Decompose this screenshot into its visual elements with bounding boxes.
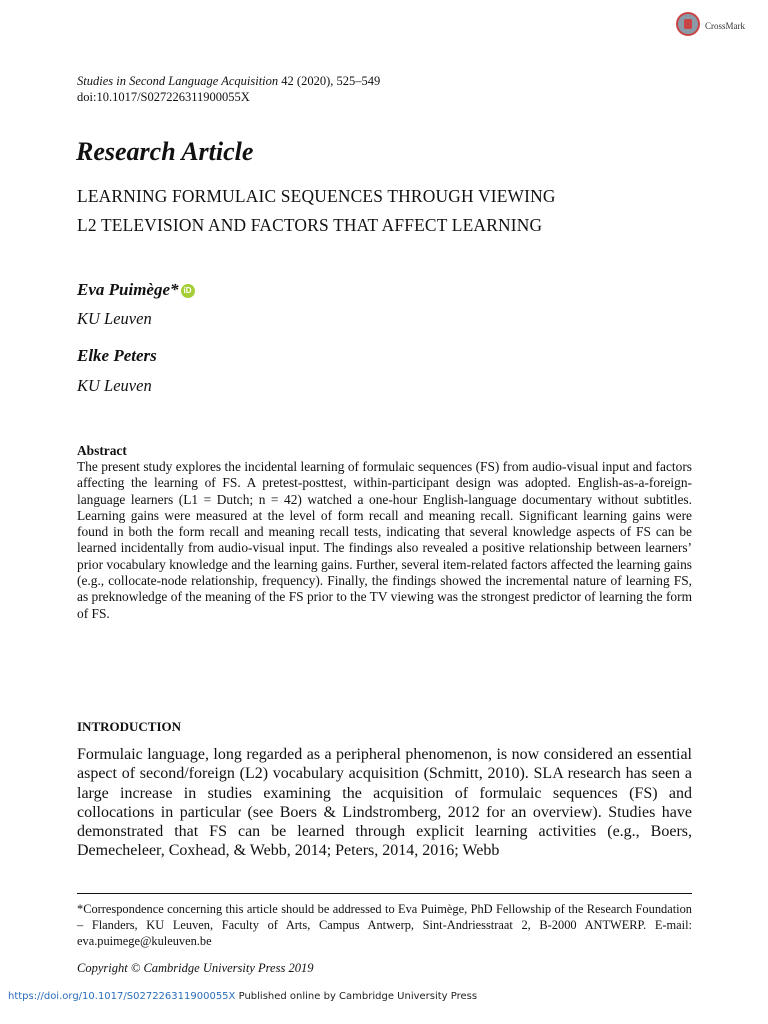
author-name: Eva Puimège* [77,280,179,299]
orcid-icon[interactable]: iD [181,284,195,298]
copyright-notice: Copyright © Cambridge University Press 2019 [77,961,314,975]
article-title [77,182,556,240]
publication-footer [8,991,477,1002]
abstract-heading: Abstract [77,443,127,458]
crossmark-label: CrossMark [705,21,745,31]
title-line-1: LEARNING FORMULAIC SEQUENCES THROUGH VIEWING [77,186,556,206]
author-2: Elke Peters [77,346,157,365]
footnote-divider [77,893,692,894]
author-1 [77,280,195,300]
correspondence-footnote: *Correspondence concerning this article should be addressed to Eva Puimège, PhD Fellowship of the Research Foundation – Flanders, KU Leuven, Faculty of Arts, Campus Antwerp, Sint-Andriesstraat 2, B-2000 ANTWERP. E-mail: eva.puimege@kuleuven.be [77,902,692,948]
abstract-text: The present study explores the incidental learning of formulaic sequences (FS) from audio-visual input and factors affecting the learning of FS. A pretest-posttest, within-participant design was adopted. English-as-a-foreign-language learners (L1 = Dutch; n = 42) watched a one-hour English-language documentary without subtitles. Learning gains were measured at the level of form recall and meaning recall. Significant learning gains were found in both the form recall and meaning recall tests, indicating that several knowledge aspects of FS can be learned incidentally from audio-visual input. The findings also revealed a positive relationship between learners’ prior vocabulary knowledge and the learning gains. Further, several item-related factors affected the learning gains (e.g., collocate-node relationship, frequency). Finally, the findings showed the incremental nature of learning FS, as preknowledge of the meaning of the FS prior to the TV viewing was the strongest predictor of learning the form of FS. [77,459,692,621]
doi-link[interactable]: https://doi.org/10.1017/S027226311900055X [8,991,236,1002]
journal-name: Studies in Second Language Acquisition [77,74,279,88]
introduction-text: Formulaic language, long regarded as a peripheral phenomenon, is now considered an essential aspect of second/foreign (L2) vocabulary acquisition (Schmitt, 2010). SLA research has seen a large increase in studies examining the acquisition of formulaic sequences (FS) and collocations in particular (see Boers & Lindstromberg, 2012 for an overview). Studies have demonstrated that FS can be learned through explicit learning activities (e.g., Boers, Demecheleer, Coxhead, & Webb, 2014; Peters, 2014, 2016; Webb [77,746,692,860]
author-affiliation: KU Leuven [77,376,152,395]
crossmark-icon [676,12,700,36]
author-affiliation: KU Leuven [77,309,152,328]
introduction-heading: INTRODUCTION [77,719,182,734]
article-type: Research Article [76,137,254,166]
journal-header [77,73,380,105]
doi-text: doi:10.1017/S027226311900055X [77,90,250,104]
journal-details: 42 (2020), 525–549 [281,74,381,88]
title-line-2: L2 TELEVISION AND FACTORS THAT AFFECT LEARNING [77,215,543,235]
crossmark-badge[interactable] [676,12,768,40]
published-online-text: Published online by Cambridge University Press [238,991,478,1002]
